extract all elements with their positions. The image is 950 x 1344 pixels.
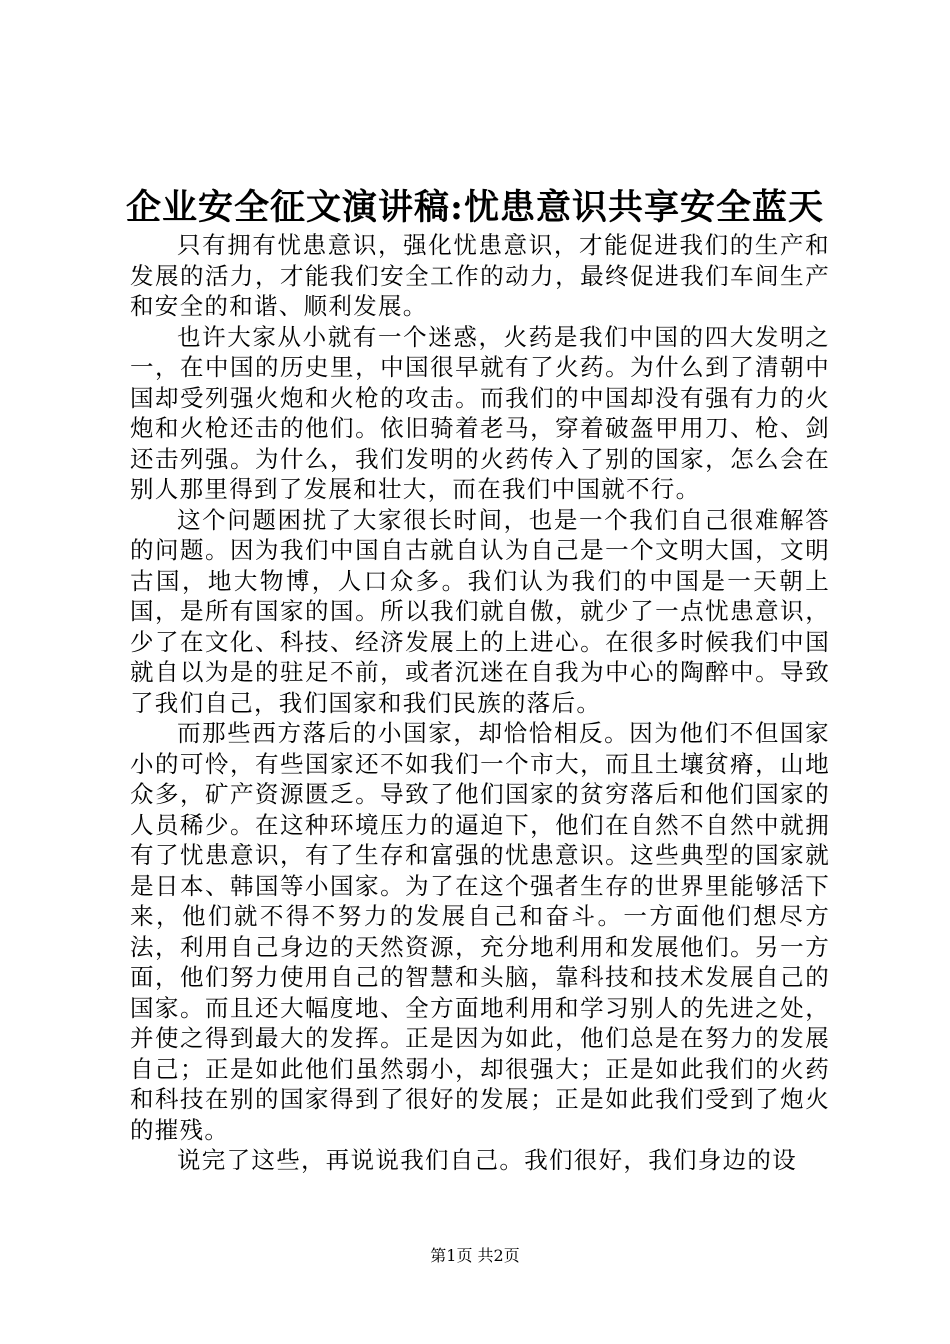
page-footer: 第1页 共2页	[430, 1246, 520, 1265]
document-body	[130, 230, 830, 1176]
paragraph-4: 而那些西方落后的小国家，却恰恰相反。因为他们不但国家小的可怜，有些国家还不如我们一个市大，而且土壤贫瘠，山地众多，矿产资源匮乏。导致了他们国家的贫穷落后和他们国家的人员稀少。在这种环境压力的逼迫下，他们在自然不自然中就拥有了忧患意识，有了生存和富强的忧患意识。这些典型的国家就是日本、韩国等小国家。为了在这个强者生存的世界里能够活下来，他们就不得不努力的发展自己和奋斗。一方面他们想尽方法，利用自己身边的天然资源，充分地利用和发展他们。另一方面，他们努力使用自己的智慧和头脑，靠科技和技术发展自己的国家。而且还大幅度地、全方面地利用和学习别人的先进之处，并使之得到最大的发挥。正是因为如此，他们总是在努力的发展自己；正是如此他们虽然弱小，却很强大；正是如此我们的火药和科技在别的国家得到了很好的发展；正是如此我们受到了炮火的摧残。	[130, 719, 830, 1144]
paragraph-3: 这个问题困扰了大家很长时间，也是一个我们自己很难解答的问题。因为我们中国自古就自认为自己是一个文明大国，文明古国，地大物博，人口众多。我们认为我们的中国是一天朝上国，是所有国家的国。所以我们就自傲，就少了一点忧患意识，少了在文化、科技、经济发展上的上进心。在很多时候我们中国就自以为是的驻足不前，或者沉迷在自我为中心的陶醉中。导致了我们自己，我们国家和我们民族的落后。	[130, 505, 830, 717]
paragraph-1: 只有拥有忧患意识，强化忧患意识，才能促进我们的生产和发展的活力，才能我们安全工作的动力，最终促进我们车间生产和安全的和谐、顺利发展。	[130, 231, 830, 320]
document-title: 企业安全征文演讲稿:忧患意识共享安全蓝天	[126, 187, 824, 228]
paragraph-5: 说完了这些，再说说我们自己。我们很好，我们身边的设	[177, 1146, 797, 1174]
paragraph-2: 也许大家从小就有一个迷惑，火药是我们中国的四大发明之一，在中国的历史里，中国很早就有了火药。为什么到了清朝中国却受列强火炮和火枪的攻击。而我们的中国却没有强有力的火炮和火枪还击的他们。依旧骑着老马，穿着破盔甲用刀、枪、剑还击列强。为什么，我们发明的火药传入了别的国家，怎么会在别人那里得到了发展和壮大，而在我们中国就不行。	[130, 322, 830, 503]
